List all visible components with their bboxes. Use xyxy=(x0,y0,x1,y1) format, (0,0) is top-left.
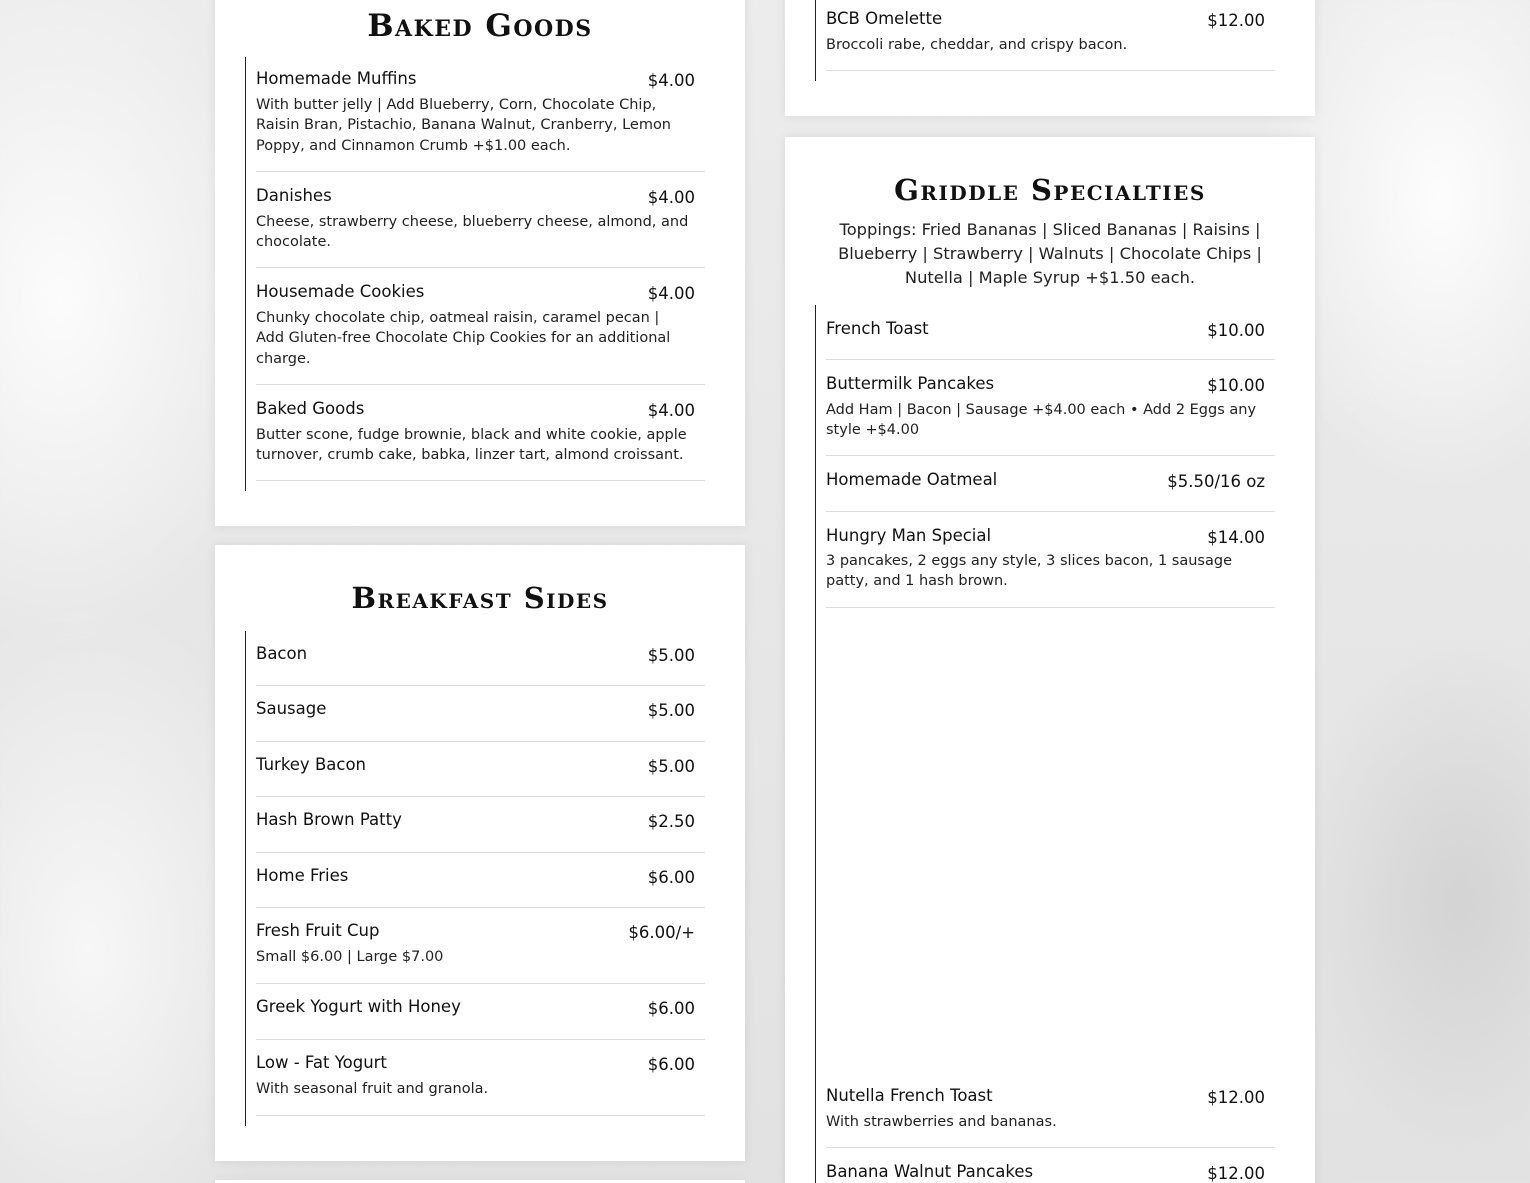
item-description: With strawberries and bananas. xyxy=(826,1114,1057,1130)
menu-item-homemade-oatmeal xyxy=(826,470,1275,512)
menu-item-housemade-cookies xyxy=(256,282,705,385)
item-name: Homemade Oatmeal xyxy=(826,470,998,489)
griddle-rule xyxy=(815,305,816,1183)
item-price: $12.00 xyxy=(1207,1088,1265,1107)
menu-item-sausage xyxy=(256,699,705,742)
breakfast-sides-rule xyxy=(245,631,246,1126)
menu-item-turkey-bacon xyxy=(256,755,705,797)
egg-dishes-rule xyxy=(815,0,816,81)
menu-item-baked-goods xyxy=(256,399,705,481)
menu-item-banana-walnut-pancakes xyxy=(826,1162,1275,1183)
item-description: 3 pancakes, 2 eggs any style, 3 slices bacon, 1 sausage patty, and 1 hash brown. xyxy=(826,553,1232,590)
item-separator xyxy=(256,685,705,686)
item-description: Broccoli rabe, cheddar, and crispy bacon. xyxy=(826,37,1128,53)
item-description: With seasonal fruit and granola. xyxy=(256,1081,489,1097)
item-name: Banana Walnut Pancakes xyxy=(826,1162,1034,1181)
item-price: $6.00 xyxy=(647,1055,695,1074)
item-price: $4.00 xyxy=(647,401,695,420)
item-name: BCB Omelette xyxy=(826,9,943,28)
item-separator xyxy=(256,1039,705,1040)
item-description: Butter scone, fudge brownie, black and white cookie, apple turnover, crumb cake, babka, linzer tart, almond croissant. xyxy=(256,427,687,464)
item-separator xyxy=(256,1115,705,1116)
item-price: $10.00 xyxy=(1207,321,1265,340)
item-separator xyxy=(256,983,705,984)
item-price: $4.00 xyxy=(647,71,695,90)
item-name: Low - Fat Yogurt xyxy=(256,1053,387,1072)
item-separator xyxy=(826,70,1275,71)
item-name: Bacon xyxy=(256,644,308,663)
item-price: $4.00 xyxy=(647,284,695,303)
item-name: Hungry Man Special xyxy=(826,526,992,545)
item-name: Sausage xyxy=(256,699,327,718)
item-name: Danishes xyxy=(256,186,332,205)
item-price: $5.50/16 oz xyxy=(1167,472,1265,491)
menu-item-danishes xyxy=(256,186,705,268)
baked-goods-title: Baked Goods xyxy=(367,8,593,44)
item-price: $14.00 xyxy=(1207,528,1265,547)
item-separator xyxy=(826,1147,1275,1148)
item-description: With butter jelly | Add Blueberry, Corn, Chocolate Chip, Raisin Bran, Pistachio, Banana Walnut, Cranberry, Lemon Poppy, and Cinnamon Crumb +$1.00 each. xyxy=(256,97,671,154)
item-price: $6.00 xyxy=(647,999,695,1018)
menu-item-hungry-man-special xyxy=(826,526,1275,608)
egg-dishes-card xyxy=(785,0,1315,116)
item-name: Greek Yogurt with Honey xyxy=(256,997,461,1016)
item-name: Homemade Muffins xyxy=(256,69,417,88)
item-description: Small $6.00 | Large $7.00 xyxy=(256,949,444,965)
menu-item-french-toast xyxy=(826,319,1275,360)
item-price: $6.00 xyxy=(647,868,695,887)
item-name: Hash Brown Patty xyxy=(256,810,402,829)
item-price: $12.00 xyxy=(1207,11,1265,30)
item-separator xyxy=(826,511,1275,512)
breakfast-sides-title: Breakfast Sides xyxy=(351,581,609,615)
item-separator xyxy=(256,384,705,385)
item-price: $2.50 xyxy=(647,812,695,831)
item-price: $12.00 xyxy=(1207,1164,1265,1183)
item-separator xyxy=(256,480,705,481)
menu-item-hash-brown-patty xyxy=(256,810,705,853)
griddle-toppings-note: Toppings: Fried Bananas | Sliced Bananas | Raisins | Blueberry | Strawberry | Walnuts | Chocolate Chips | Nutella | Maple Syrup +$1.50 each. xyxy=(838,220,1262,287)
griddle-specialties-card xyxy=(785,137,1315,1183)
menu-item-nutella-french-toast xyxy=(826,1086,1275,1148)
item-price: $4.00 xyxy=(647,188,695,207)
baked-goods-card xyxy=(215,0,745,526)
menu-item-low-fat-yogurt xyxy=(256,1053,705,1116)
item-description: Add Ham | Bacon | Sausage +$4.00 each • Add 2 Eggs any style +$4.00 xyxy=(826,402,1257,439)
item-separator xyxy=(826,607,1275,608)
item-separator xyxy=(256,907,705,908)
menu-item-homemade-muffins xyxy=(256,69,705,172)
breakfast-sides-card xyxy=(215,545,745,1161)
item-separator xyxy=(256,741,705,742)
item-description: Chunky chocolate chip, oatmeal raisin, caramel pecan | Add Gluten-free Chocolate Chip Cookies for an additional charge. xyxy=(256,310,671,367)
item-separator xyxy=(256,796,705,797)
menu-item-buttermilk-pancakes xyxy=(826,374,1275,456)
item-price: $5.00 xyxy=(647,757,695,776)
menu-item-greek-yogurt xyxy=(256,997,705,1040)
item-name: Fresh Fruit Cup xyxy=(256,921,380,940)
item-name: Turkey Bacon xyxy=(256,755,366,774)
item-price: $6.00/+ xyxy=(628,923,695,942)
item-name: Buttermilk Pancakes xyxy=(826,374,995,393)
menu-item-home-fries xyxy=(256,866,705,908)
griddle-specialties-title: Griddle Specialties xyxy=(894,173,1206,207)
menu-item-fresh-fruit-cup xyxy=(256,921,705,984)
item-name: French Toast xyxy=(826,319,929,338)
menu-item-bacon xyxy=(256,644,705,686)
item-separator xyxy=(256,267,705,268)
item-price: $5.00 xyxy=(647,646,695,665)
menu-item-bcb-omelette xyxy=(826,9,1275,71)
item-separator xyxy=(826,359,1275,360)
item-price: $5.00 xyxy=(647,701,695,720)
baked-goods-rule xyxy=(245,57,246,491)
item-name: Nutella French Toast xyxy=(826,1086,993,1105)
item-separator xyxy=(256,852,705,853)
item-separator xyxy=(256,171,705,172)
item-description: Cheese, strawberry cheese, blueberry cheese, almond, and chocolate. xyxy=(256,214,689,251)
item-price: $10.00 xyxy=(1207,376,1265,395)
item-name: Baked Goods xyxy=(256,399,365,418)
item-name: Home Fries xyxy=(256,866,349,885)
item-separator xyxy=(826,455,1275,456)
item-name: Housemade Cookies xyxy=(256,282,425,301)
